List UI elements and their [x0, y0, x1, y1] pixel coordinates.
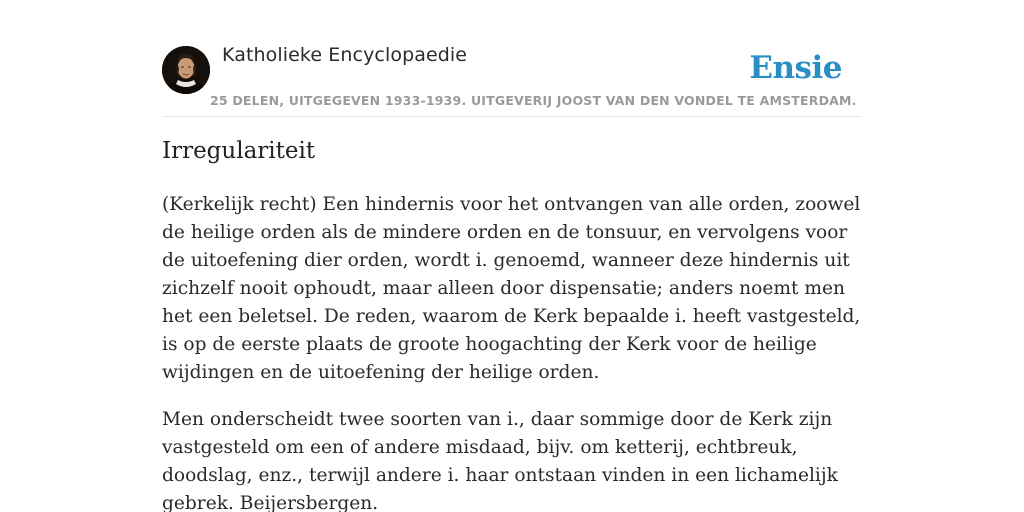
portrait-icon	[162, 46, 210, 94]
article-paragraph: (Kerkelijk recht) Een hindernis voor het ontvangen van alle orden, zoowel de heilige orden als de mindere orden en de tonsuur, en vervolgens voor de uitoefening dier orden, wordt i. genoemd, wanneer deze hindernis uit zichzelf nooit ophoudt, maar alleen door dispensatie; anders noemt men het een beletsel. De reden, waarom de Kerk bepaalde i. heeft vastgesteld, is op de eerste plaats de groote hoogachting der Kerk voor de heilige wijdingen en de uitoefening der heilige orden.	[162, 194, 861, 383]
article-body	[162, 191, 862, 512]
source-title[interactable]: Katholieke Encyclopaedie	[222, 44, 468, 66]
source-subtitle: 25 DELEN, UITGEGEVEN 1933-1939. UITGEVERIJ JOOST VAN DEN VONDEL TE AMSTERDAM.	[210, 93, 857, 108]
article-paragraph: Men onderscheidt twee soorten van i., daar sommige door de Kerk zijn vastgesteld om een of andere misdaad, bijv. om ketterij, echtbreuk, doodslag, enz., terwijl andere i. haar ontstaan vinden in een lichamelijk gebrek. Beijersbergen.	[162, 409, 838, 512]
page	[162, 0, 862, 512]
source-header	[162, 0, 862, 117]
brand-logo[interactable]: Ensie	[749, 50, 842, 86]
source-avatar[interactable]	[162, 46, 210, 94]
article-title: Irregulariteit	[162, 138, 316, 164]
